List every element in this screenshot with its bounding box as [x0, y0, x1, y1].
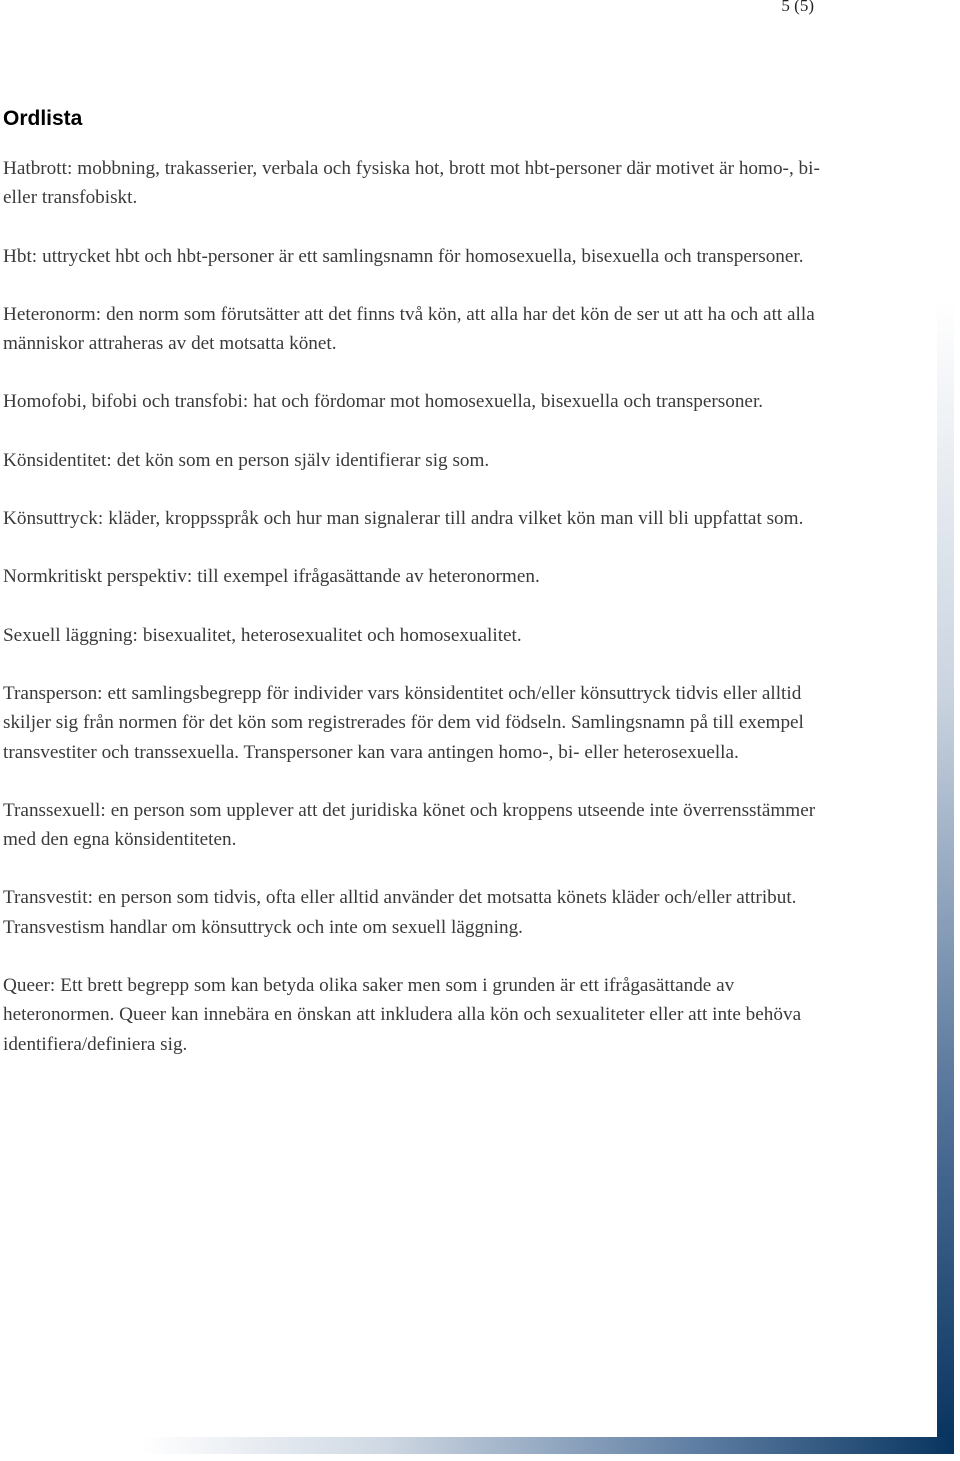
glossary-term: Heteronorm :: [3, 304, 101, 325]
glossary-term: Sexuell läggning :: [3, 625, 138, 646]
glossary-term: Normkritiskt perspektiv :: [3, 566, 192, 587]
glossary-entry: [3, 883, 823, 942]
glossary-definition: till exempel ifrågasättande av heteronormen.: [197, 566, 540, 588]
glossary-entry: [3, 446, 823, 475]
glossary-entry: [3, 242, 823, 271]
glossary-term: Transvestit :: [3, 887, 93, 908]
glossary-entry: [3, 387, 823, 416]
glossary-entry: [3, 679, 823, 767]
glossary-term: Hatbrott :: [3, 158, 72, 179]
glossary-entry: [3, 300, 823, 359]
glossary-entry: [3, 621, 823, 650]
glossary-definition: kläder, kroppsspråk och hur man signalerar till andra vilket kön man vill bli uppfattat som.: [108, 508, 804, 530]
glossary-definition: Ett brett begrepp som kan betyda olika saker men som i grunden är ett ifrågasättande av heteronormen. Queer kan innebära en önskan att inkludera alla kön och sexualiteter eller att inte behöva identifiera/definiera sig.: [3, 975, 802, 1055]
glossary-definition: en person som tidvis, ofta eller alltid använder det motsatta könets kläder och/eller attribut. Transvestism handlar om könsuttryck och inte om sexuell läggning.: [3, 887, 797, 938]
glossary-entry: [3, 154, 823, 213]
glossary-entry: [3, 796, 823, 855]
glossary-entry: [3, 562, 823, 591]
glossary-term: Könsuttryck :: [3, 508, 103, 529]
glossary-definition: uttrycket hbt och hbt-personer är ett samlingsnamn för homosexuella, bisexuella och transpersoner.: [42, 245, 804, 267]
glossary-term: Homofobi, bifobi och transfobi :: [3, 391, 248, 412]
glossary-definition: bisexualitet, heterosexualitet och homosexualitet.: [142, 624, 522, 646]
glossary-definition: det kön som en person själv identifierar sig som.: [116, 449, 490, 471]
glossary-definition: en person som upplever att det juridiska könet och kroppens utseende inte överrensstämmer med den egna könsidentiteten.: [3, 799, 816, 851]
glossary-term: Queer :: [3, 975, 55, 996]
page-shadow-bottom: [140, 1437, 954, 1454]
glossary-list: [3, 154, 823, 1088]
glossary-definition: den norm som förutsätter att det finns två kön, att alla har det kön de ser ut att ha och att alla människor attraheras av det motsatta könet.: [3, 303, 815, 355]
glossary-term: Hbt :: [3, 246, 37, 267]
glossary-definition: mobbning, trakasserier, verbala och fysiska hot, brott mot hbt-personer där motivet är homo-, bi- eller transfobiskt.: [3, 158, 820, 209]
glossary-entry: [3, 504, 823, 533]
page-title: Ordlista: [3, 107, 83, 130]
page-number: 5 (5): [781, 0, 814, 15]
glossary-term: Transperson :: [3, 683, 103, 704]
glossary-entry: [3, 971, 823, 1059]
page-shadow-right: [937, 300, 954, 1442]
glossary-term: Transsexuell :: [3, 800, 106, 821]
glossary-definition: ett samlingsbegrepp för individer vars könsidentitet och/eller könsuttryck tidvis eller alltid skiljer sig från normen för det kön som registrerades för dem vid födseln. Samlingsnamn på till exempel transvestiter och transsexuella. Transpersoner kan vara antingen homo-, bi- eller heterosexuella.: [3, 682, 804, 763]
glossary-term: Könsidentitet :: [3, 450, 112, 471]
glossary-definition: hat och fördomar mot homosexuella, bisexuella och transpersoner.: [253, 391, 764, 413]
